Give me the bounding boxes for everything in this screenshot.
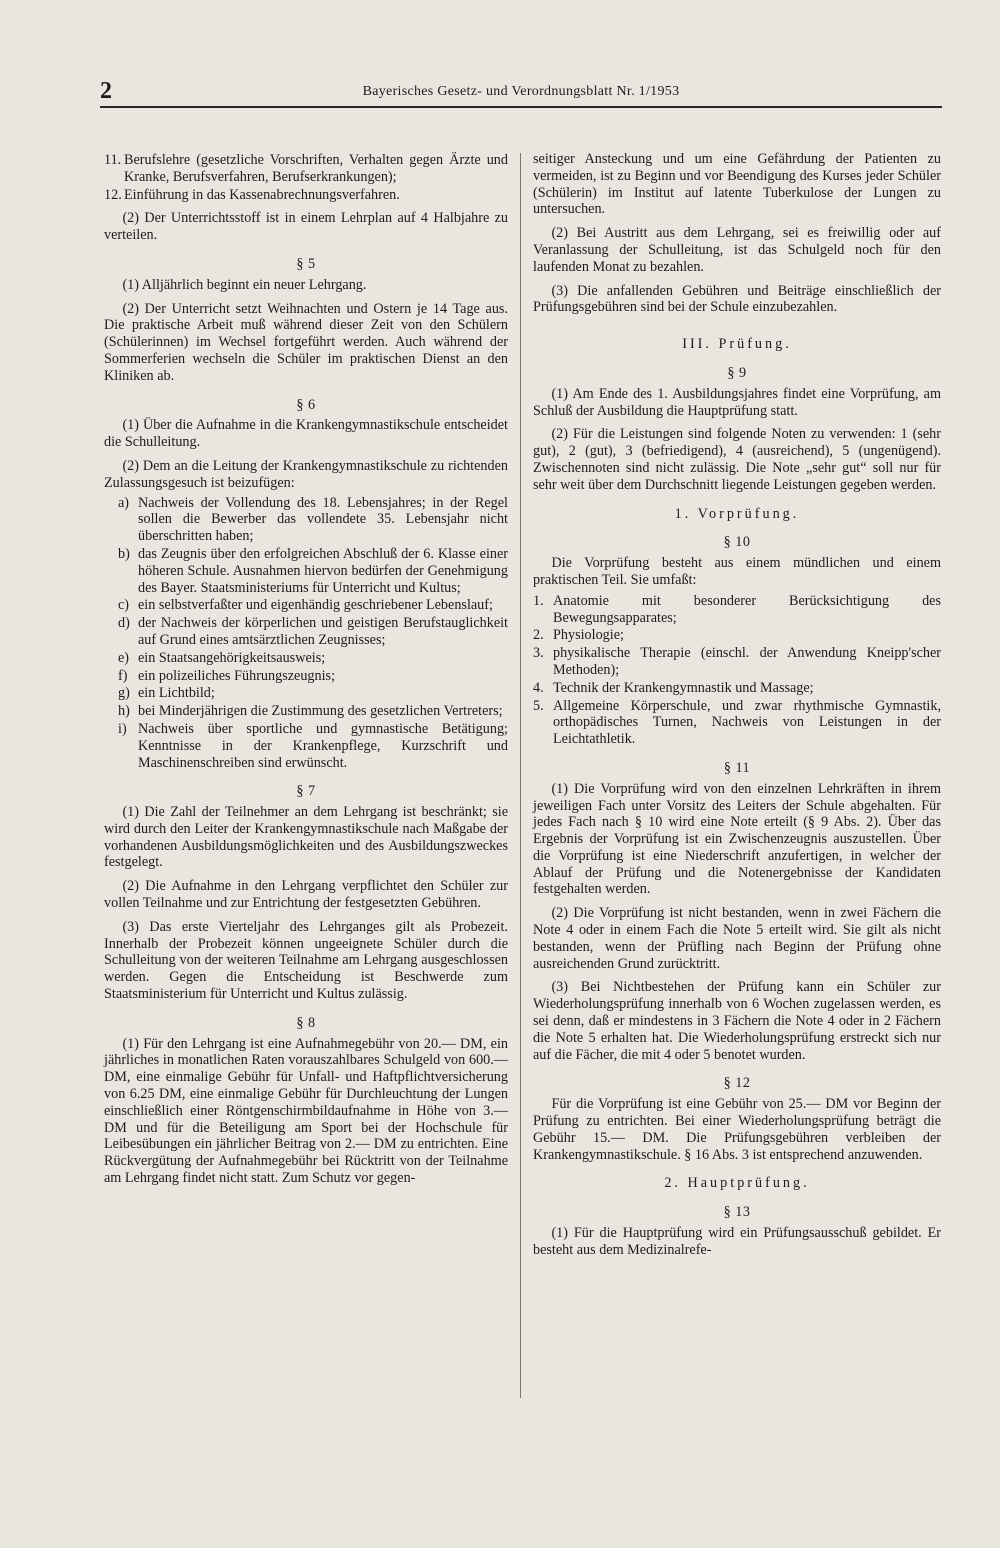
list-text: ein Staatsangehörigkeitsausweis; bbox=[138, 649, 326, 666]
list-marker: c) bbox=[118, 597, 130, 614]
list-item bbox=[533, 680, 941, 697]
section-12-heading: § 12 bbox=[723, 1075, 751, 1092]
list-item bbox=[118, 703, 508, 720]
list-text: ein selbstverfaßter und eigenhändig geschriebener Lebenslauf; bbox=[138, 597, 493, 614]
subject-list-continued bbox=[104, 152, 508, 203]
paragraph-11-3: (3) Bei Nichtbestehen der Prüfung kann ein Schüler zur Wiederholungsprüfung innerhalb von 6 Wochen zugelassen werden, es sei denn, daß er mindestens in 3 Fächern die Note 4 oder in 2 Fächern die Note 5 erhalten hat. Die Wiederholungsprüfung erstreckt sich nur auf die Fächer, die mit 4 oder 5 benotet wurden. bbox=[533, 979, 941, 1063]
list-text: ein Lichtbild; bbox=[138, 685, 215, 702]
paragraph-6-1: (1) Über die Aufnahme in die Krankengymnastikschule entscheidet die Schulleitung. bbox=[104, 417, 508, 451]
paragraph-8-2: (2) Bei Austritt aus dem Lehrgang, sei es freiwillig oder auf Veranlassung der Schulleitung, ist das Schulgeld noch für den laufenden Monat zu bezahlen. bbox=[533, 225, 941, 275]
vorpruefung-heading: 1. Vorprüfung. bbox=[674, 505, 800, 522]
list-marker: g) bbox=[118, 685, 130, 702]
requirements-list bbox=[104, 495, 508, 772]
header-rule bbox=[100, 106, 942, 108]
paragraph-8-1-continued: seitiger Ansteckung und um eine Gefährdung der Patienten zu vermeiden, ist zu Beginn und vor Beendigung des Kurses jeder Schüler (Schülerin) im Institut auf latente Tuberkulose der Lungen zu untersuchen. bbox=[533, 151, 941, 218]
list-text: bei Minderjährigen die Zustimmung des gesetzlichen Vertreters; bbox=[138, 703, 503, 720]
list-text: das Zeugnis über den erfolgreichen Abschluß der 6. Klasse einer höheren Schule. Ausnahmen hiervon bedürfen der Genehmigung des Bayer. Staatsministeriums für Unterricht und Kultus; bbox=[138, 545, 508, 596]
list-text: Technik der Krankengymnastik und Massage; bbox=[553, 679, 814, 696]
list-marker: 11. bbox=[104, 152, 122, 168]
section-6-heading: § 6 bbox=[296, 396, 316, 413]
exam-subjects-list bbox=[533, 593, 941, 748]
list-marker: d) bbox=[118, 615, 130, 632]
list-marker: 2. bbox=[533, 627, 544, 644]
list-marker: a) bbox=[118, 494, 130, 511]
section-10-heading: § 10 bbox=[723, 534, 751, 551]
list-text: ein polizeiliches Führungszeugnis; bbox=[138, 667, 336, 684]
list-item bbox=[118, 597, 508, 614]
list-marker: f) bbox=[118, 667, 128, 684]
chapter-3-heading: III. Prüfung. bbox=[682, 336, 792, 353]
paragraph-5-1: (1) Alljährlich beginnt ein neuer Lehrgang. bbox=[122, 276, 367, 293]
list-text: der Nachweis der körperlichen und geistigen Berufstauglichkeit auf Grund eines amtsärztlichen Zeugnisses; bbox=[138, 615, 508, 648]
running-title: Bayerisches Gesetz- und Verordnungsblatt Nr. 1/1953 bbox=[362, 84, 680, 99]
list-item bbox=[118, 721, 508, 771]
list-text: Einführung in das Kassenabrechnungsverfahren. bbox=[124, 186, 400, 203]
list-item bbox=[118, 650, 508, 667]
paragraph-7-2: (2) Die Aufnahme in den Lehrgang verpflichtet den Schüler zur vollen Teilnahme und zur Entrichtung der festgesetzten Gebühren. bbox=[104, 878, 508, 912]
list-item bbox=[104, 152, 508, 186]
list-item bbox=[533, 698, 941, 748]
paragraph-7-1: (1) Die Zahl der Teilnehmer an dem Lehrgang ist beschränkt; sie wird durch den Leiter der Krankengymnastikschule nach Maßgabe der vorhandenen Ausbildungsmöglichkeiten und des Ausbildungszweckes festgelegt. bbox=[104, 804, 508, 871]
list-text: Physiologie; bbox=[553, 627, 624, 644]
section-7-heading: § 7 bbox=[296, 783, 316, 800]
left-column bbox=[104, 151, 508, 1187]
paragraph-8-1: (1) Für den Lehrgang ist eine Aufnahmegebühr von 20.— DM, ein jährliches in monatlichen Raten vorauszahlbares Schulgeld von 600.— DM, eine einmalige Gebühr für Unfall- und Haftpflichtversicherung von 6.25 DM, eine einmalige Gebühr für Durchleuchtung der Lungen einschließlich einer Röntgenschirmbildaufnahme in Höhe von 3.— DM und für die Beteiligung am Sport bei der Hochschule für Leibesübungen ein jährlicher Beitrag von 2.— DM zu entrichten. Eine Rückvergütung der Aufnahmegebühr bei Rücktritt von der Teilnahme am Lehrgang findet nicht statt. Zum Schutz vor gegen- bbox=[104, 1035, 508, 1187]
list-item bbox=[118, 546, 508, 596]
right-column bbox=[533, 151, 941, 1259]
list-text: physikalische Therapie (einschl. der Anwendung Kneipp'scher Methoden); bbox=[553, 645, 941, 678]
list-item bbox=[118, 685, 508, 702]
section-8-heading: § 8 bbox=[296, 1014, 316, 1031]
list-text: Berufslehre (gesetzliche Vorschriften, Verhalten gegen Ärzte und Kranke, Berufsverfahren, Berufserkrankungen); bbox=[124, 152, 508, 185]
paragraph-11-1: (1) Die Vorprüfung wird von den einzelnen Lehrkräften in ihrem jeweiligen Fach unter Vorsitz des Leiters der Schule abgehalten. Für jedes Fach nach § 10 wird eine Note erteilt (§ 9 Abs. 2). Über das Ergebnis der Vorprüfung ist ein Zwischenzeugnis auszustellen. Über die Vorprüfung ist eine Niederschrift anzufertigen, in welcher der Ablauf der Prüfung und die Notenergebnisse der Kandidaten festgehalten werden. bbox=[533, 780, 941, 898]
list-item bbox=[118, 615, 508, 649]
section-5-heading: § 5 bbox=[296, 255, 316, 272]
paragraph-8-3: (3) Die anfallenden Gebühren und Beiträge einschließlich der Prüfungsgebühren sind bei der Schule einzubezahlen. bbox=[533, 282, 941, 316]
section-11-heading: § 11 bbox=[723, 759, 751, 776]
paragraph-12: Für die Vorprüfung ist eine Gebühr von 25.— DM vor Beginn der Prüfung zu entrichten. Bei einer Wiederholungsprüfung beträgt die Gebühr 15.— DM. Die Prüfungsgebühren verbleiben der Krankengymnastikschule. § 16 Abs. 3 ist entsprechend anzuwenden. bbox=[533, 1096, 941, 1163]
paragraph-11-2: (2) Die Vorprüfung ist nicht bestanden, wenn in zwei Fächern die Note 4 oder in einem Fach die Note 5 erteilt wird. Sie gilt als nicht bestanden, wenn der Prüfling nach Beginn der Prüfung ohne ausreichenden Grund zurücktritt. bbox=[533, 905, 941, 972]
list-text: Nachweis über sportliche und gymnastische Betätigung; Kenntnisse in der Krankenpflege, Kurzschrift und Maschinenschreiben sind erwünscht. bbox=[138, 720, 508, 771]
paragraph-7-3: (3) Das erste Vierteljahr des Lehrganges gilt als Probezeit. Innerhalb der Probezeit können ungeeignete Schüler durch die Schulleitung von der weiteren Teilnahme am Lehrgang ausgeschlossen werden. Gegen die Entscheidung ist Beschwerde zum Staatsministerium für Unterricht und Kultus zulässig. bbox=[104, 918, 508, 1003]
list-item bbox=[533, 645, 941, 679]
hauptpruefung-heading: 2. Hauptprüfung. bbox=[664, 1175, 810, 1192]
list-marker: e) bbox=[118, 649, 130, 666]
list-text: Nachweis der Vollendung des 18. Lebensjahres; in der Regel sollen die Bewerber das vollendete 35. Lebensjahr nicht überschritten haben; bbox=[138, 494, 508, 545]
list-item bbox=[533, 627, 941, 644]
paragraph-9-2: (2) Für die Leistungen sind folgende Noten zu verwenden: 1 (sehr gut), 2 (gut), 3 (befriedigend), 4 (ausreichend), 5 (ungenügend). Zwischennoten sind nicht zulässig. Die Note „sehr gut“ soll nur für sehr weit über dem Durchschnitt liegende Leistungen gegeben werden. bbox=[533, 426, 941, 493]
section-9-heading: § 9 bbox=[727, 364, 747, 381]
paragraph-9-1: (1) Am Ende des 1. Ausbildungsjahres findet eine Vorprüfung, am Schluß der Ausbildung die Hauptprüfung statt. bbox=[533, 385, 941, 419]
list-item bbox=[533, 593, 941, 627]
section-13-heading: § 13 bbox=[723, 1204, 751, 1221]
paragraph-13-1: (1) Für die Hauptprüfung wird ein Prüfungsausschuß gebildet. Er besteht aus dem Medizinalrefe- bbox=[533, 1225, 941, 1258]
page-header bbox=[100, 78, 942, 108]
list-marker: 1. bbox=[533, 592, 544, 609]
list-text: Anatomie mit besonderer Berücksichtigung des Bewegungsapparates; bbox=[553, 592, 941, 626]
column-divider bbox=[520, 153, 521, 1398]
list-marker: i) bbox=[118, 720, 127, 737]
list-item bbox=[118, 495, 508, 545]
list-marker: 12. bbox=[104, 186, 122, 203]
paragraph-10: Die Vorprüfung besteht aus einem mündlichen und einem praktischen Teil. Sie umfaßt: bbox=[533, 555, 941, 588]
list-item bbox=[104, 187, 508, 204]
list-marker: 5. bbox=[533, 697, 544, 714]
list-marker: h) bbox=[118, 703, 130, 720]
paragraph-6-2: (2) Dem an die Leitung der Krankengymnastikschule zu richtenden Zulassungsgesuch ist beizufügen: bbox=[104, 457, 508, 491]
paragraph-4-2: (2) Der Unterrichtsstoff ist in einem Lehrplan auf 4 Halbjahre zu verteilen. bbox=[104, 210, 508, 244]
list-item bbox=[118, 668, 508, 685]
list-marker: 3. bbox=[533, 645, 544, 662]
list-marker: 4. bbox=[533, 679, 544, 696]
list-marker: b) bbox=[118, 545, 130, 562]
list-text: Allgemeine Körperschule, und zwar rhythmische Gymnastik, orthopädisches Turnen, Nachweis von Leistungen in der Leichtathletik. bbox=[553, 697, 941, 748]
paragraph-5-2: (2) Der Unterricht setzt Weihnachten und Ostern je 14 Tage aus. Die praktische Arbeit muß während dieser Zeit von den Schülern (Schülerinnen) im Wechsel fortgeführt werden. Auch während der Sommerferien wechseln die Schüler im praktischen Dienst an den Kliniken ab. bbox=[104, 300, 508, 384]
page-number: 2 bbox=[100, 78, 112, 104]
